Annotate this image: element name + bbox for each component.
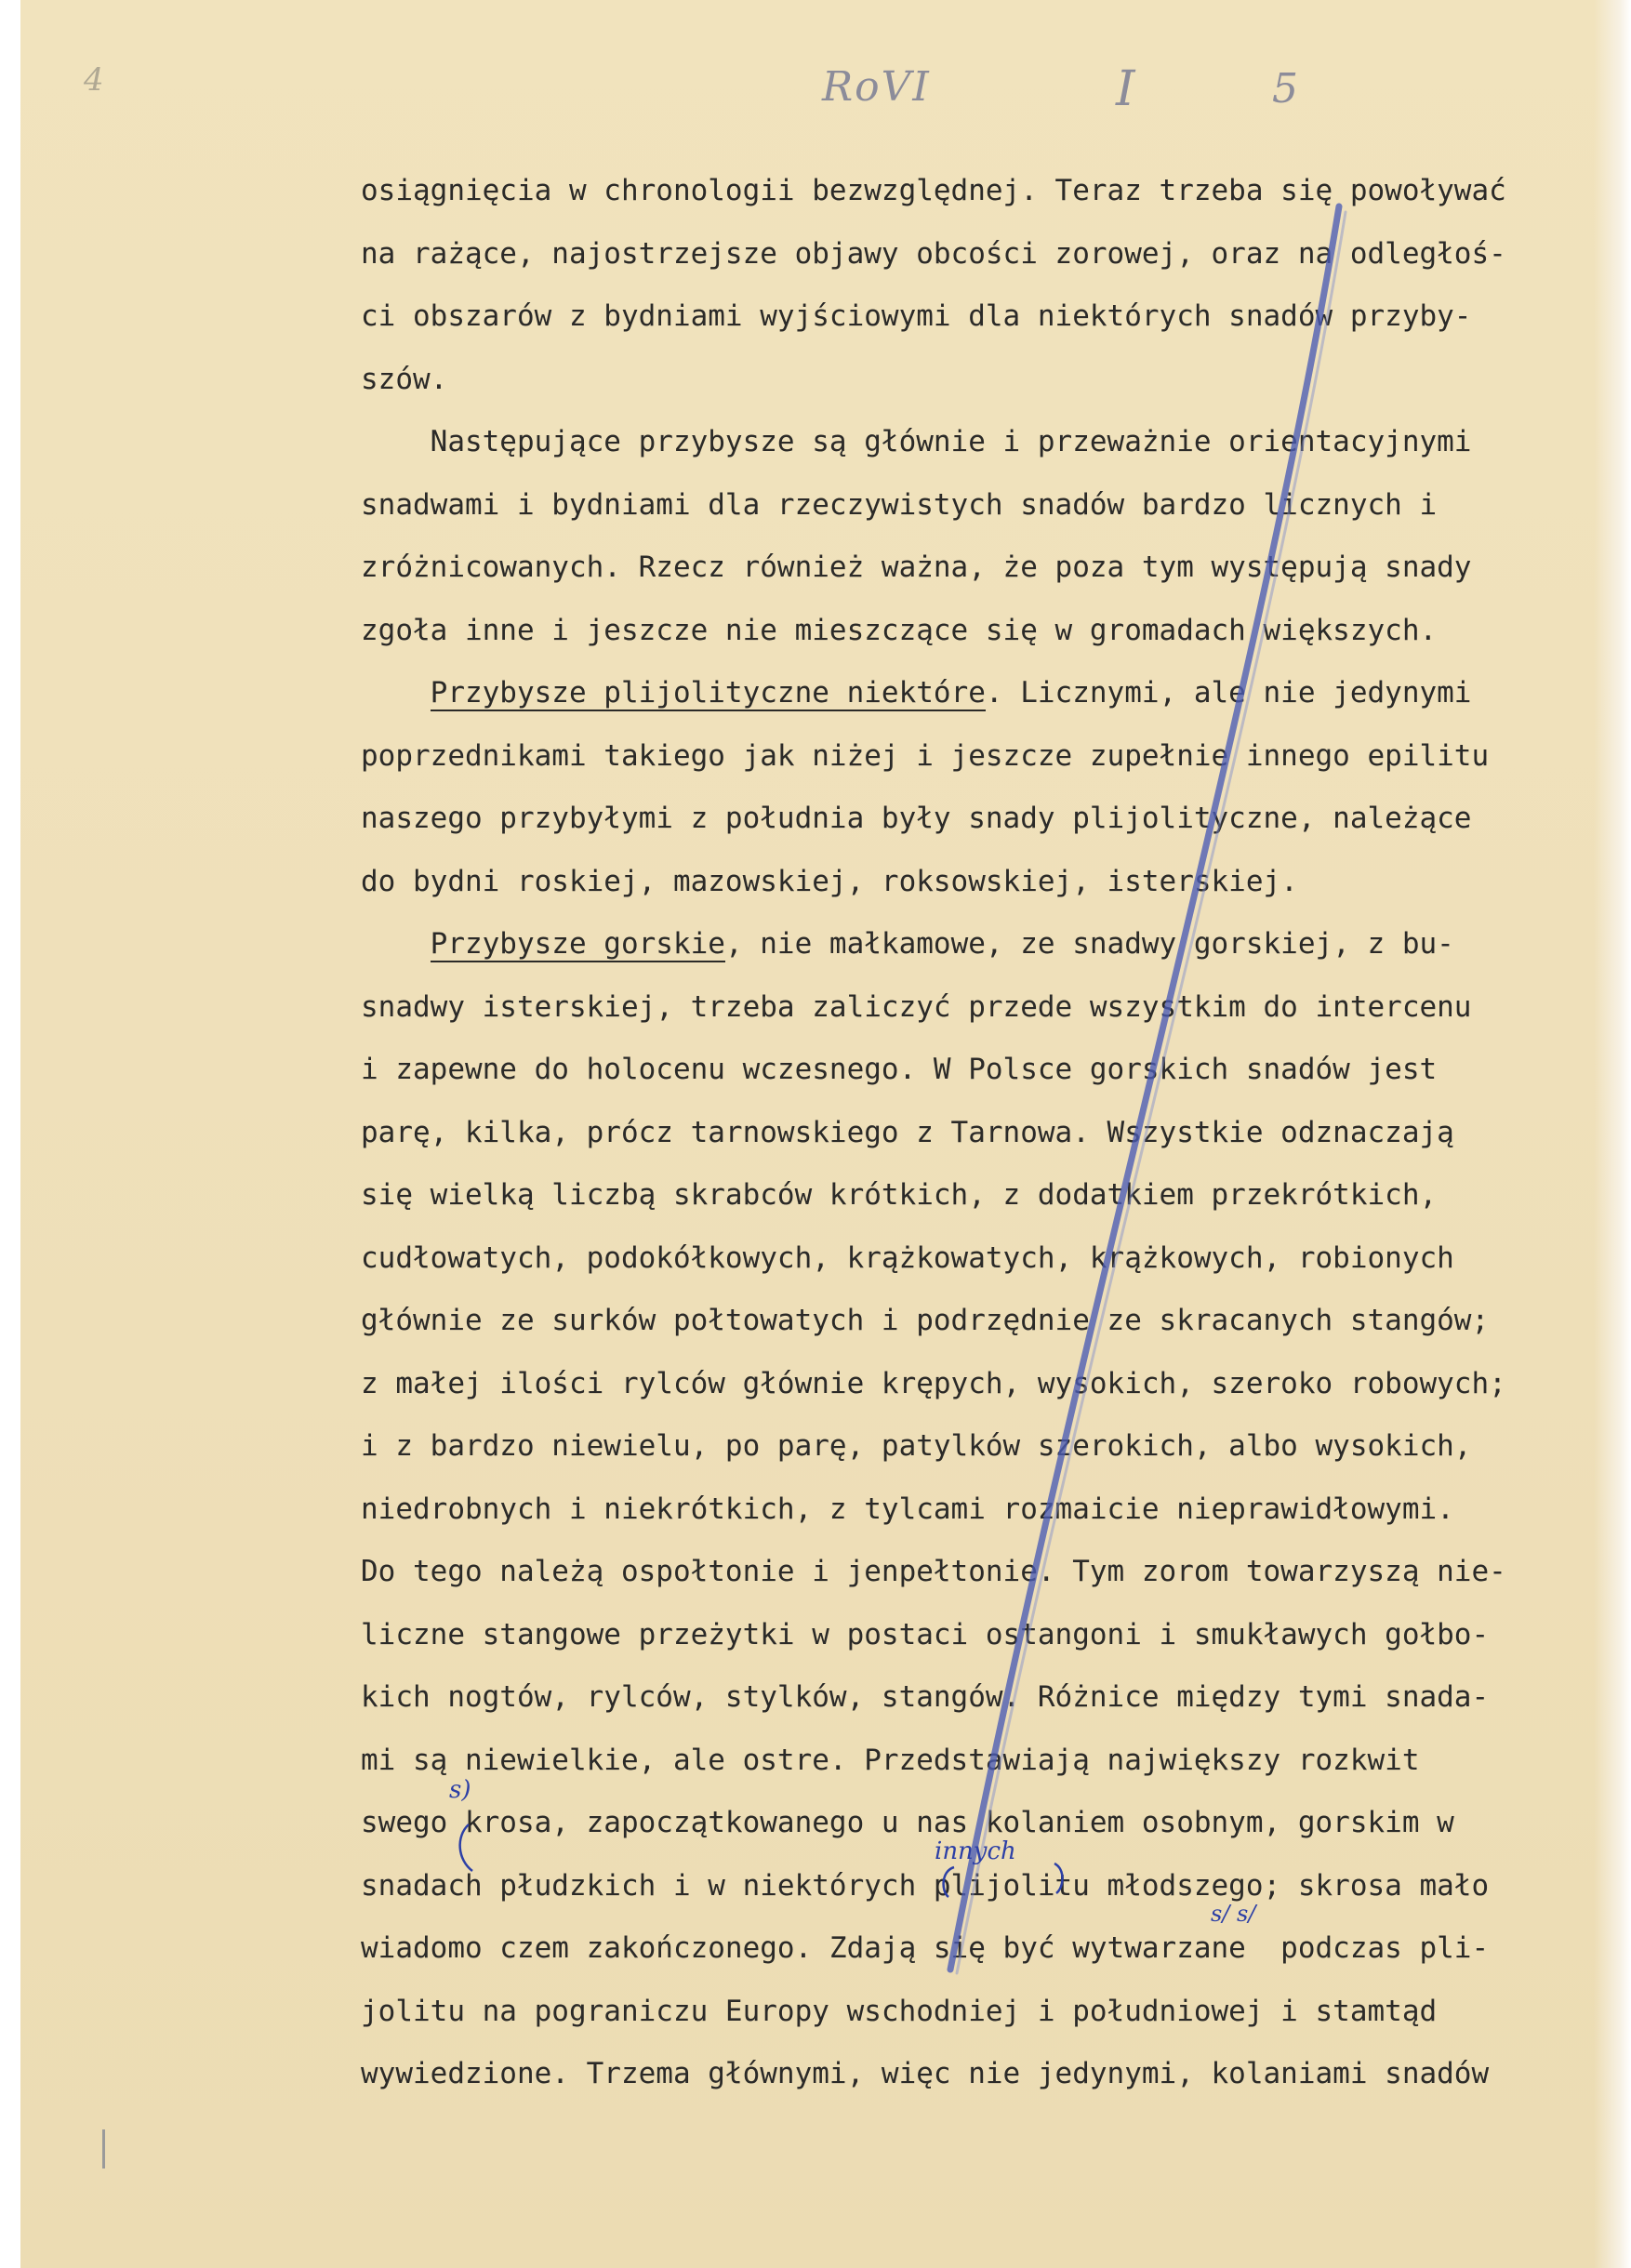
- typescript-line: snadwami i bydniami dla rzeczywistych snadów bardzo licznych i: [361, 487, 1438, 522]
- typescript-line: [361, 913, 1625, 976]
- typescript-line: Do tego należą ospołtonie i jenpełtonie. Tym zorom towarzyszą nie-: [361, 1555, 1506, 1588]
- series-annotation: RoVI: [822, 63, 931, 111]
- paper-sheet: [20, 0, 1631, 2268]
- typescript-line: swego krosa, zapoczątkowanego u nas kolaniem osobnym, gorskim w: [361, 1806, 1454, 1839]
- insertion-above-plijolitu: innych: [935, 1837, 1016, 1865]
- typescript-line: kich nogtów, rylców, stylków, stangów. Różnice między tymi snada-: [361, 1680, 1490, 1714]
- roman-annotation: I: [1116, 61, 1137, 117]
- typescript-line: do bydni roskiej, mazowskiej, roksowskiej, isterskiej.: [361, 864, 1298, 898]
- typescript-line: wywiedzione. Trzema głównymi, więc nie jedynymi, kolaniami snadów: [361, 2057, 1490, 2090]
- page-number: 5: [1272, 65, 1300, 113]
- line-text: . Licznymi, ale nie jedynymi: [985, 676, 1472, 710]
- typescript-line: mi są niewielkie, ale ostre. Przedstawiają największy rozkwit: [361, 1743, 1420, 1777]
- typescript-line: osiągnięcia w chronologii bezwzględnej. Teraz trzeba się powoływać: [361, 174, 1506, 207]
- typescript-line: głównie ze surków połtowatych i podrzędnie ze skracanych stangów;: [361, 1304, 1490, 1337]
- typescript-line: jolitu na pograniczu Europy wschodniej i południowej i stamtąd: [361, 1994, 1438, 2028]
- typescript-line: zgoła inne i jeszcze nie mieszczące się w gromadach większych.: [361, 613, 1438, 647]
- typescript-line: cudłowatych, podokółkowych, krążkowatych, krążkowych, robionych: [361, 1240, 1454, 1275]
- typescript-line: niedrobnych i niekrótkich, z tylcami rozmaicie nieprawidłowymi.: [361, 1492, 1454, 1526]
- typescript-line: [361, 662, 1625, 725]
- typescript-line: szów.: [361, 362, 448, 396]
- typescript-line: i zapewne do holocenu wczesnego. W Polsce gorskich snadów jest: [361, 1053, 1438, 1086]
- typescript-line: wiadomo czem zakończonego. Zdają się być wytwarzane podczas pli-: [361, 1931, 1490, 1965]
- typescript-line: Następujące przybysze są głównie i przeważnie orientacyjnymi: [361, 425, 1472, 458]
- typescript-line: naszego przybyłymi z południa były snady plijolityczne, należące: [361, 802, 1472, 835]
- line-text: , nie małkamowe, ze snadwy gorskiej, z bu-: [724, 927, 1454, 961]
- margin-tick: [102, 2129, 105, 2169]
- insertion-above-krosa: s): [449, 1776, 471, 1804]
- typescript-line: się wielką liczbą skrabców krótkich, z dodatkiem przekrótkich,: [361, 1178, 1438, 1212]
- typescript-line: snadwy isterskiej, trzeba zaliczyć przede wszystkim do intercenu: [361, 989, 1472, 1024]
- typescript-line: parę, kilka, prócz tarnowskiego z Tarnowa. Wszystkie odznaczają: [361, 1115, 1454, 1149]
- typescript-line: zróżnicowanych. Rzecz również ważna, że poza tym występują snady: [361, 550, 1472, 584]
- insertion-above-wytwarzane: s/ s/: [1211, 1901, 1256, 1927]
- typescript-line: ci obszarów z bydniami wyjściowymi dla niektórych snadów przyby-: [361, 299, 1472, 333]
- typescript-line: z małej ilości rylców głównie krępych, wysokich, szeroko robowych;: [361, 1366, 1506, 1400]
- typescript-line: poprzednikami takiego jak niżej i jeszcze zupełnie innego epilitu: [361, 738, 1490, 773]
- typescript-line: snadach płudzkich i w niektórych plijolitu młodszego; skrosa mało: [361, 1868, 1490, 1903]
- typescript-line: na rażące, najostrzejsze objawy obcości zorowej, oraz na odległoś-: [361, 236, 1506, 271]
- typescript-line: liczne stangowe przeżytki w postaci ostangoni i smukławych gołbo-: [361, 1617, 1490, 1651]
- typescript-line: i z bardzo niewielu, po parę, patylków szerokich, albo wysokich,: [361, 1429, 1472, 1463]
- underlined-heading: Przybysze gorskie: [430, 927, 725, 961]
- corner-mark: 4: [84, 61, 106, 99]
- underlined-heading: Przybysze plijolityczne niektóre: [430, 676, 986, 710]
- typescript-body: [361, 160, 1625, 2106]
